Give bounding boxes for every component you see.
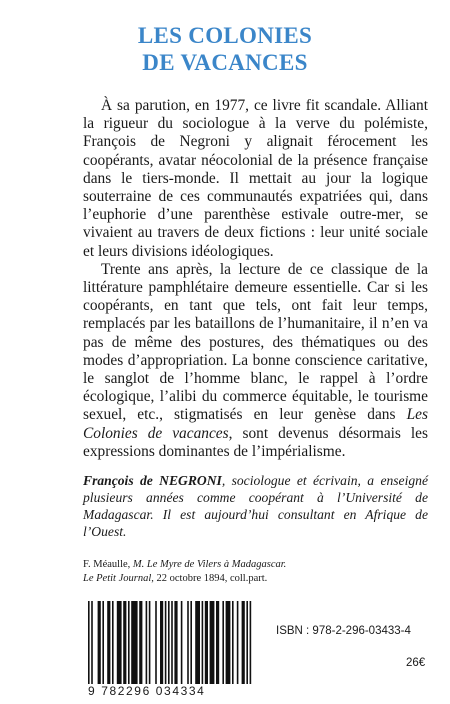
author-name: François de NEGRONI xyxy=(83,473,222,488)
title-line-1: LES COLONIES xyxy=(137,23,313,48)
barcode-bar xyxy=(237,601,239,684)
barcode-bar xyxy=(210,601,215,684)
barcode-bar xyxy=(168,601,170,684)
barcode-bar xyxy=(117,601,122,684)
barcode xyxy=(88,601,260,684)
barcode-bar xyxy=(226,601,231,684)
barcode-bar xyxy=(107,601,110,684)
blurb-paragraph-2-text-b: , sont devenus désormais les expressions dominantes de l’impérialisme. xyxy=(83,424,428,460)
barcode-bar xyxy=(131,601,137,684)
barcode-bar xyxy=(123,601,126,684)
author-bio xyxy=(83,472,428,540)
barcode-bar xyxy=(174,601,177,684)
barcode-bar xyxy=(139,601,142,684)
barcode-bar xyxy=(195,601,200,684)
barcode-bar xyxy=(149,601,151,684)
barcode-bar xyxy=(232,601,234,684)
barcode-bar xyxy=(250,601,252,684)
cover-image-credit xyxy=(83,558,428,586)
barcode-bar xyxy=(88,601,90,684)
barcode-digits: 9 782296 034334 xyxy=(88,684,206,698)
price: 26€ xyxy=(406,657,426,669)
barcode-bar xyxy=(187,601,189,684)
blurb xyxy=(83,97,428,461)
barcode-bar xyxy=(246,601,248,684)
barcode-bar xyxy=(155,601,157,684)
barcode-bar xyxy=(181,601,183,684)
blurb-paragraph-2-text-a: Trente ans après, la lecture de ce classique de la littérature pamphlétaire demeure essentielle. Car si les coopérants, en tant que tels, ont fait leur temps, remplacés par les bataillons de l’humanitaire, il n’en va pas de même des postures, des thématiques ou des modes d’appropriation. La bonne conscience caritative, le sanglot de l’homme blanc, le rappel à l’ordre écologique, l’alibi du commerce équitable, le tourisme sexuel, etc., stigmatisés en leur genèse dans xyxy=(83,260,428,424)
barcode-bar xyxy=(128,601,130,684)
barcode-bar xyxy=(98,601,101,684)
barcode-bar xyxy=(222,601,224,684)
title-line-2: DE VACANCES xyxy=(142,50,308,75)
barcode-bar xyxy=(102,601,104,684)
blurb-paragraph-1: À sa parution, en 1977, ce livre fit scandale. Alliant la rigueur du sociologue à la verve du polémiste, François de Negroni y alignait férocement les coopérants, avatar néocolonial de la présence française dans le tiers-monde. Il mettait au jour la logique souterraine de ces communautés expatriées qui, dans l’euphorie d’une parenthèse estivale outre-mer, se vivaient au travers de deux fictions : leur unité sociale et leurs divisions idéologiques. xyxy=(83,97,428,260)
barcode-bar xyxy=(91,601,93,684)
barcode-bar xyxy=(242,601,245,684)
barcode-bar xyxy=(165,601,167,684)
isbn-number: ISBN : 978-2-296-03433-4 xyxy=(276,625,411,637)
barcode-bars xyxy=(88,601,260,684)
barcode-bar xyxy=(205,601,208,684)
barcode-bar xyxy=(216,601,219,684)
barcode-bar xyxy=(146,601,148,684)
credit-artwork-title: M. Le Myre de Vilers à Madagascar. xyxy=(132,559,287,570)
barcode-bar xyxy=(112,601,114,684)
book-title xyxy=(0,22,450,76)
barcode-bar xyxy=(171,601,173,684)
barcode-bar xyxy=(202,601,204,684)
credit-line-1 xyxy=(83,558,428,572)
author-description: , sociologue et écrivain, a enseigné plusieurs années comme coopérant à l’Université de Madagascar. Il est aujourd’hui consultant en Afrique de l’Ouest. xyxy=(83,473,428,539)
credit-publication: Le Petit Journal xyxy=(83,573,152,584)
credit-artist: F. Méaulle, xyxy=(83,559,133,570)
credit-line-2 xyxy=(83,572,428,586)
credit-date-collection: , 22 octobre 1894, coll.part. xyxy=(151,573,268,584)
blurb-paragraph-2 xyxy=(83,261,428,461)
barcode-bar xyxy=(190,601,192,684)
book-title-reference: Les Colonies de vacances xyxy=(83,406,428,442)
barcode-bar xyxy=(160,601,163,684)
